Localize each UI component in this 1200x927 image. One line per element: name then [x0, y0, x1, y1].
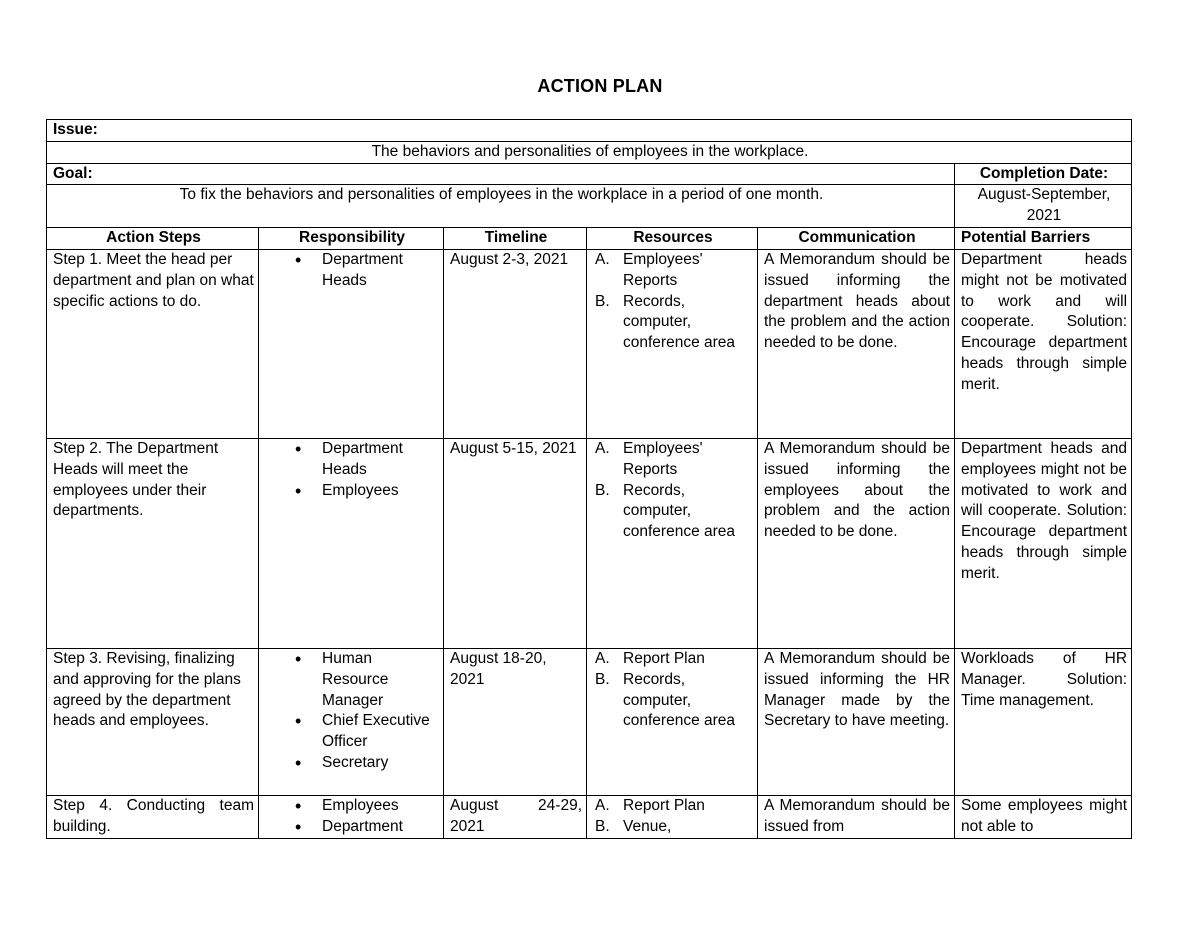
- responsibility-cell: [259, 438, 444, 648]
- action-step-cell: Step 4. Conducting team building.: [47, 795, 259, 838]
- barriers-cell: Workloads of HR Manager. Solution: Time management.: [955, 648, 1132, 795]
- resource-item: [593, 649, 753, 670]
- column-header-potential-barriers: Potential Barriers: [955, 227, 1132, 249]
- action-step-cell: Step 3. Revising, finalizing and approving for the plans agreed by the department heads and employees.: [47, 648, 259, 795]
- document-title: ACTION PLAN: [537, 76, 663, 96]
- responsibility-cell: [259, 249, 444, 438]
- resource-text: Records, computer, conference area: [623, 292, 736, 352]
- action-step-cell: Step 1. Meet the head per department and plan on what specific actions to do.: [47, 249, 259, 438]
- resource-text: Records, computer, conference area: [623, 481, 736, 541]
- timeline-cell: August 5-15, 2021: [444, 438, 587, 648]
- completion-date-value: August-September, 2021: [955, 185, 1132, 228]
- resource-marker: A.: [595, 796, 610, 814]
- resource-item: [593, 796, 753, 817]
- issue-label: Issue:: [47, 120, 1132, 142]
- resource-text: Employees' Reports: [623, 439, 703, 478]
- barriers-cell: Department heads might not be motivated to work and will cooperate. Solution: Encourage department heads through simple merit.: [955, 249, 1132, 438]
- column-header-communication: Communication: [758, 227, 955, 249]
- column-header-responsibility: Responsibility: [259, 227, 444, 249]
- resource-text: Report Plan: [623, 796, 705, 814]
- resources-cell: [587, 249, 758, 438]
- resource-item: [593, 817, 753, 838]
- resource-marker: A.: [595, 439, 610, 457]
- timeline-cell: August 24-29, 2021: [444, 795, 587, 838]
- resource-item: [593, 481, 753, 543]
- timeline-cell: August 18-20, 2021: [444, 648, 587, 795]
- resource-item: [593, 439, 753, 481]
- completion-date-label: Completion Date:: [955, 163, 1132, 185]
- issue-text-row: [47, 141, 1132, 163]
- responsibility-item: • Chief Executive Officer: [265, 711, 439, 753]
- communication-cell: A Memorandum should be issued from: [758, 795, 955, 838]
- resource-marker: A.: [595, 250, 610, 268]
- responsibility-item: • Secretary: [265, 753, 439, 774]
- responsibility-item: • Department Heads: [265, 439, 439, 481]
- issue-label-row: [47, 120, 1132, 142]
- resource-text: Report Plan: [623, 649, 705, 667]
- resource-text: Venue,: [623, 817, 672, 835]
- resource-text: Records, computer, conference area: [623, 670, 736, 730]
- resources-cell: [587, 438, 758, 648]
- timeline-cell: August 2-3, 2021: [444, 249, 587, 438]
- column-header-resources: Resources: [587, 227, 758, 249]
- resource-item: [593, 670, 753, 732]
- resource-marker: B.: [595, 670, 610, 688]
- column-header-timeline: Timeline: [444, 227, 587, 249]
- table-row: [47, 438, 1132, 648]
- responsibility-item: • Human Resource Manager: [265, 649, 439, 711]
- responsibility-cell: [259, 795, 444, 838]
- responsibility-item: • Employees: [265, 481, 439, 502]
- column-header-action-steps: Action Steps: [47, 227, 259, 249]
- communication-cell: A Memorandum should be issued informing the HR Manager made by the Secretary to have meeting.: [758, 648, 955, 795]
- communication-cell: A Memorandum should be issued informing the department heads about the problem and the action needed to be done.: [758, 249, 955, 438]
- table-row: [47, 795, 1132, 838]
- resource-marker: B.: [595, 817, 610, 835]
- goal-label: Goal:: [47, 163, 955, 185]
- column-header-row: [47, 227, 1132, 249]
- responsibility-item: • Employees: [265, 796, 439, 817]
- resource-text: Employees' Reports: [623, 250, 703, 289]
- barriers-cell: Some employees might not able to: [955, 795, 1132, 838]
- goal-text: To fix the behaviors and personalities of employees in the workplace in a period of one month.: [47, 185, 955, 228]
- table-row: [47, 648, 1132, 795]
- goal-label-row: [47, 163, 1132, 185]
- barriers-cell: Department heads and employees might not be motivated to work and will cooperate. Solution: Encourage department heads through simple merit.: [955, 438, 1132, 648]
- resources-cell: [587, 795, 758, 838]
- responsibility-item: • Department: [265, 817, 439, 838]
- resource-marker: B.: [595, 481, 610, 499]
- action-plan-table: [46, 119, 1132, 839]
- communication-cell: A Memorandum should be issued informing the employees about the problem and the action needed to be done.: [758, 438, 955, 648]
- resource-marker: B.: [595, 292, 610, 310]
- issue-text: The behaviors and personalities of employees in the workplace.: [47, 141, 1132, 163]
- resource-item: [593, 292, 753, 354]
- resource-item: [593, 250, 753, 292]
- responsibility-cell: [259, 648, 444, 795]
- responsibility-item: • Department Heads: [265, 250, 439, 292]
- goal-text-row: [47, 185, 1132, 228]
- action-step-cell: Step 2. The Department Heads will meet the employees under their departments.: [47, 438, 259, 648]
- resources-cell: [587, 648, 758, 795]
- table-row: [47, 249, 1132, 438]
- resource-marker: A.: [595, 649, 610, 667]
